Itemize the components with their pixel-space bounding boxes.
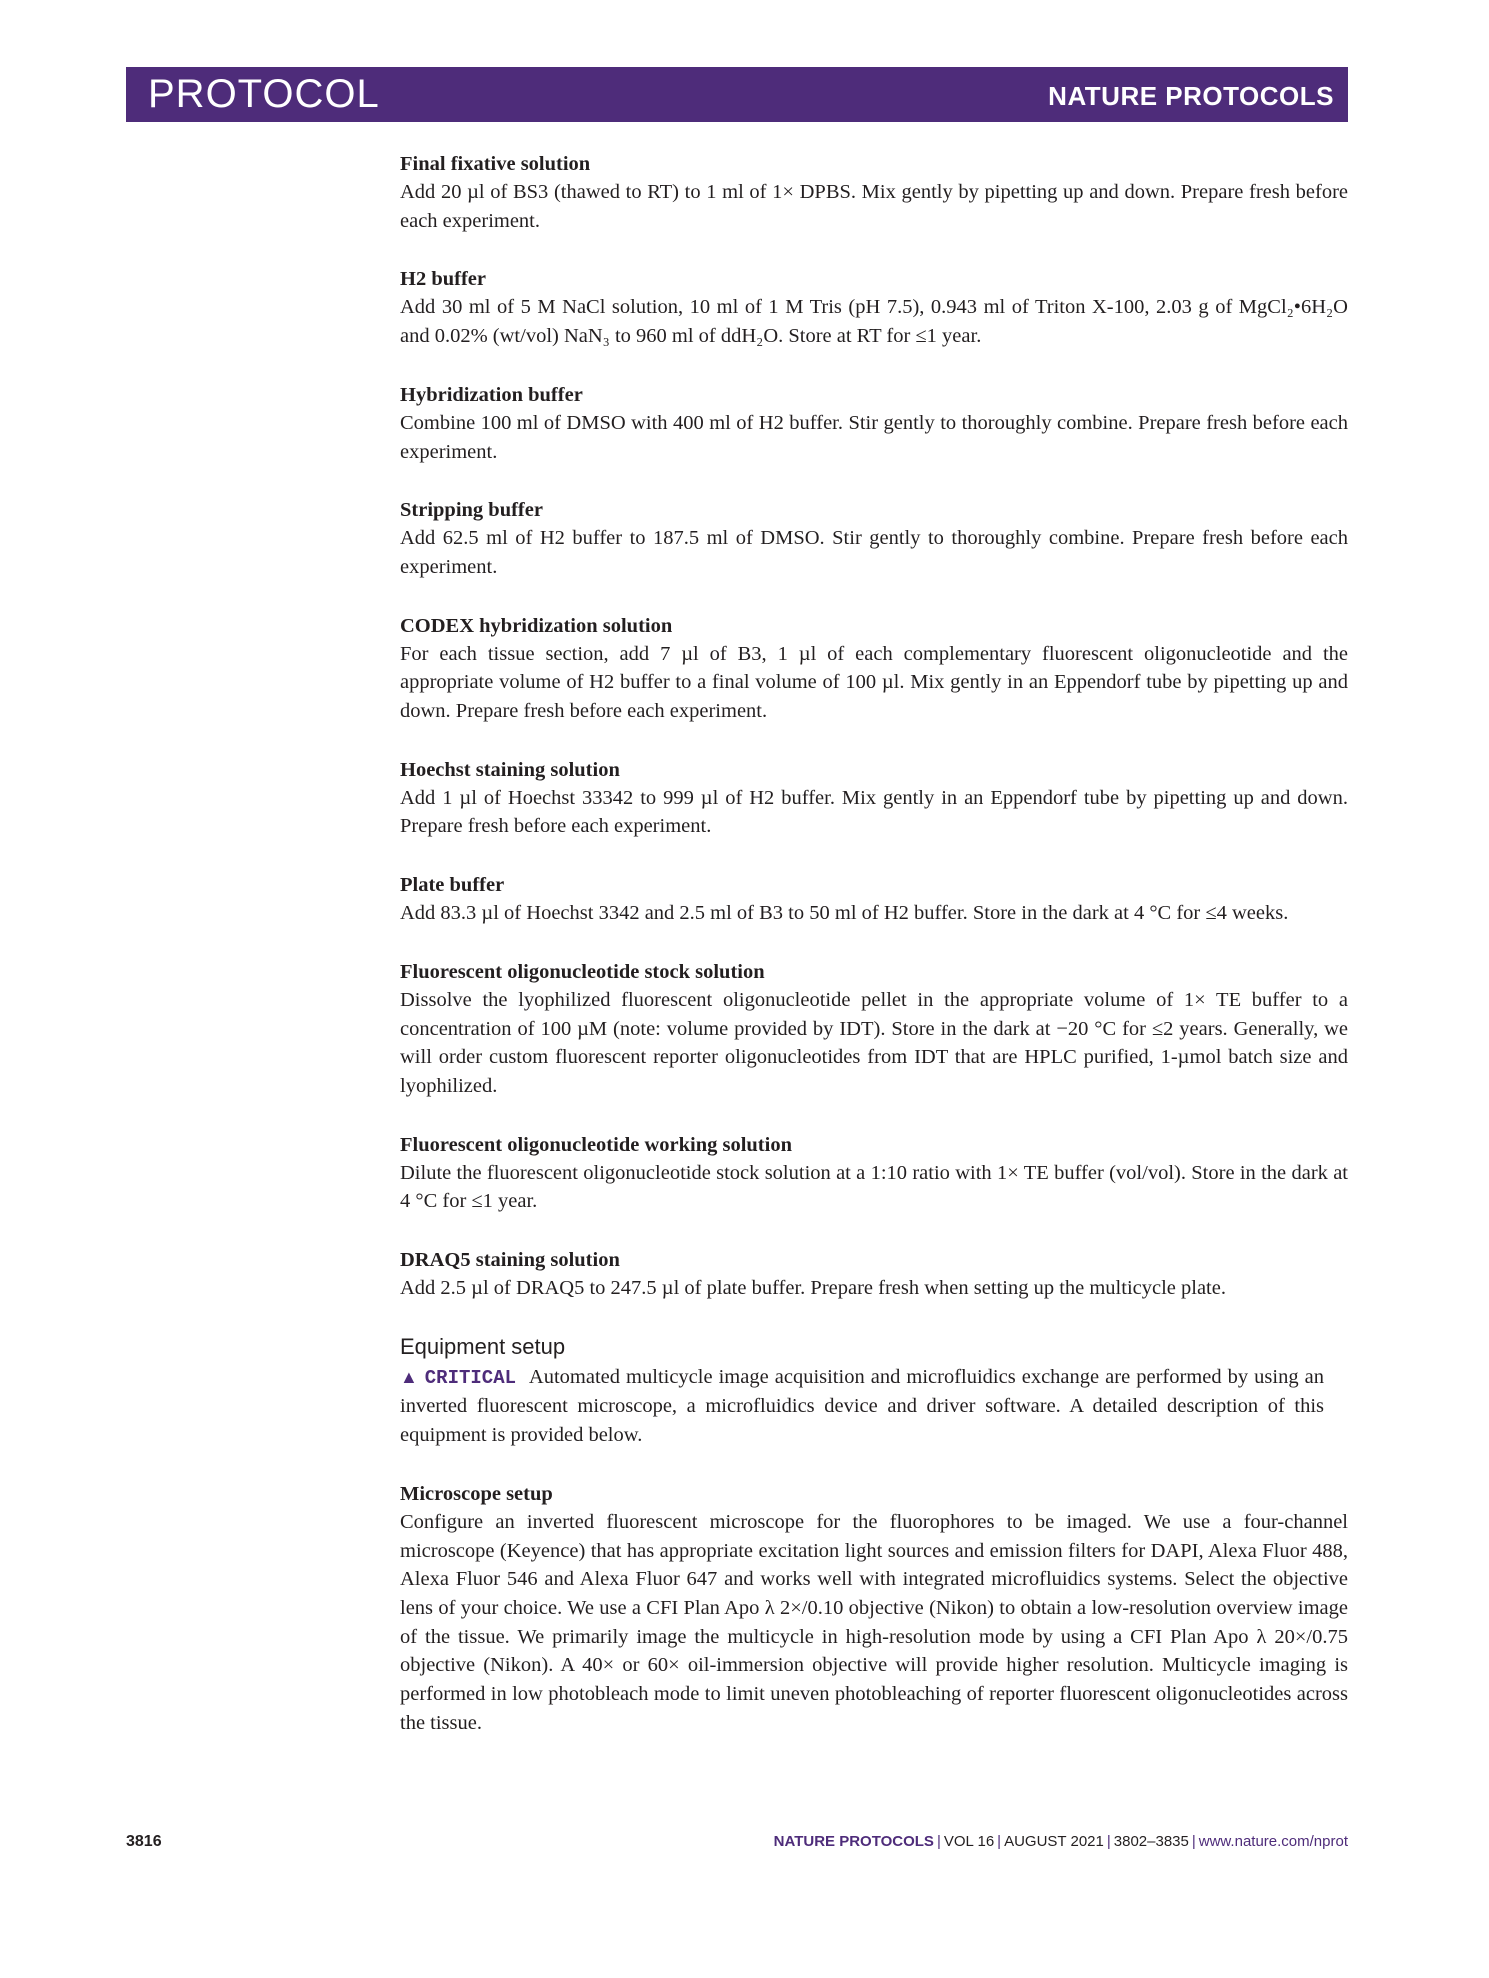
section-title: Final fixative solution [400,153,591,175]
section-body: Add 62.5 ml of H2 buffer to 187.5 ml of DMSO. Stir gently to thoroughly combine. Prepare fresh before each experiment. [400,527,1348,578]
footer-volume: VOL 16 [943,1833,995,1850]
section-body: Combine 100 ml of DMSO with 400 ml of H2 buffer. Stir gently to thoroughly combine. Prepare fresh before each experiment. [400,411,1348,463]
reagent-section [400,756,1348,841]
header-bar [126,67,1348,122]
section-body: Add 30 ml of 5 M NaCl solution, 10 ml of 1 M Tris (pH 7.5), 0.943 ml of Triton X-100, 2.03 g of MgCl₂•6H₂O and 0.02% (wt/vol) NaN₃ to 960 ml of ddH₂O. Store at RT for ≤1 year. [400,296,1348,348]
section-title: Microscope setup [400,1482,553,1505]
section-title: Hoechst staining solution [400,758,620,781]
reagent-section [400,958,1348,1101]
section-title: Stripping buffer [400,499,543,522]
main-content [400,150,1348,1738]
reagent-section [400,1131,1348,1216]
section-title: H2 buffer [400,268,486,291]
footer-pages: 3802–3835 [1113,1833,1189,1850]
section-title: CODEX hybridization solution [400,614,673,637]
critical-text: Automated multicycle image acquisition and microfluidics exchange are performed by using an inverted fluorescent microscope, a microfluidics device and driver software. A detailed description of this equipment is provided below. [400,1365,1324,1447]
critical-note [400,1363,1324,1450]
critical-label: CRITICAL [424,1366,516,1389]
section-body: Add 20 µl of BS3 (thawed to RT) to 1 ml of 1× DPBS. Mix gently by pipetting up and down. Prepare fresh before each experiment. [400,181,1348,232]
footer-url-link[interactable]: www.nature.com/nprot [1198,1833,1348,1850]
reagent-section [400,496,1348,581]
footer-date: AUGUST 2021 [1004,1833,1104,1850]
reagent-section [400,265,1348,350]
section-body: Configure an inverted fluorescent microscope for the fluorophores to be imaged. We use a four-channel microscope (Keyence) that has appropriate excitation light sources and emission filters for DAPI, Alexa Fluor 488, Alexa Fluor 546 and Alexa Fluor 647 and works well with integrated microfluidics systems. Select the objective lens of your choice. We use a CFI Plan Apo λ 2×/0.10 objective (Nikon) to obtain a low-resolution overview image of the tissue. We primarily image the multicycle in high-resolution mode by using a CFI Plan Apo λ 20×/0.75 objective (Nikon). A 40× or 60× oil-immersion objective will provide higher resolution. Multicycle imaging is performed in low photobleach mode to limit uneven photobleaching of reporter fluorescent oligonucleotides across the tissue. [400,1510,1348,1734]
section-title: DRAQ5 staining solution [400,1249,620,1272]
section-title: Plate buffer [400,874,505,897]
section-type-label: PROTOCOL [148,72,380,116]
reagent-section [400,381,1348,466]
microscope-setup-section [400,1480,1348,1738]
section-body: For each tissue section, add 7 µl of B3, 1 µl of each complementary fluorescent oligonucleotide and the appropriate volume of H2 buffer to a final volume of 100 µl. Mix gently in an Eppendorf tube by pipetting up and down. Prepare fresh before each experiment. [400,642,1348,723]
equipment-setup-heading: Equipment setup [400,1333,566,1359]
section-title: Fluorescent oligonucleotide working solution [400,1133,792,1156]
reagent-section [400,871,1348,928]
section-title: Hybridization buffer [400,383,583,406]
reagent-section [400,150,1348,235]
critical-triangle-icon: ▲ [400,1366,419,1387]
journal-name: NATURE PROTOCOLS [1048,81,1334,111]
reagent-section [400,1246,1348,1303]
section-body: Dilute the fluorescent oligonucleotide stock solution at a 1:10 ratio with 1× TE buffer (vol/vol). Store in the dark at 4 °C for ≤1 year. [400,1161,1348,1213]
footer-separator: | [997,1833,1002,1850]
section-body: Add 83.3 µl of Hoechst 3342 and 2.5 ml of B3 to 50 ml of H2 buffer. Store in the dark at 4 °C for ≤4 weeks. [400,902,1289,925]
footer-journal: NATURE PROTOCOLS [773,1833,934,1850]
footer-separator: | [936,1833,941,1850]
reagent-section [400,612,1348,726]
footer-separator: | [1106,1833,1111,1850]
footer-separator: | [1191,1833,1196,1850]
section-body: Add 2.5 µl of DRAQ5 to 247.5 µl of plate buffer. Prepare fresh when setting up the multicycle plate. [400,1277,1226,1300]
section-body: Dissolve the lyophilized fluorescent oligonucleotide pellet in the appropriate volume of 1× TE buffer to a concentration of 100 µM (note: volume provided by IDT). Store in the dark at −20 °C for ≤2 years. Generally, we will order custom fluorescent reporter oligonucleotides from IDT that are HPLC purified, 1-µmol batch size and lyophilized. [400,988,1348,1097]
footer-citation [774,1833,1348,1850]
section-body: Add 1 µl of Hoechst 33342 to 999 µl of H2 buffer. Mix gently in an Eppendorf tube by pipetting up and down. Prepare fresh before each experiment. [400,786,1348,838]
page-number: 3816 [126,1833,162,1850]
section-title: Fluorescent oligonucleotide stock solution [400,960,765,983]
